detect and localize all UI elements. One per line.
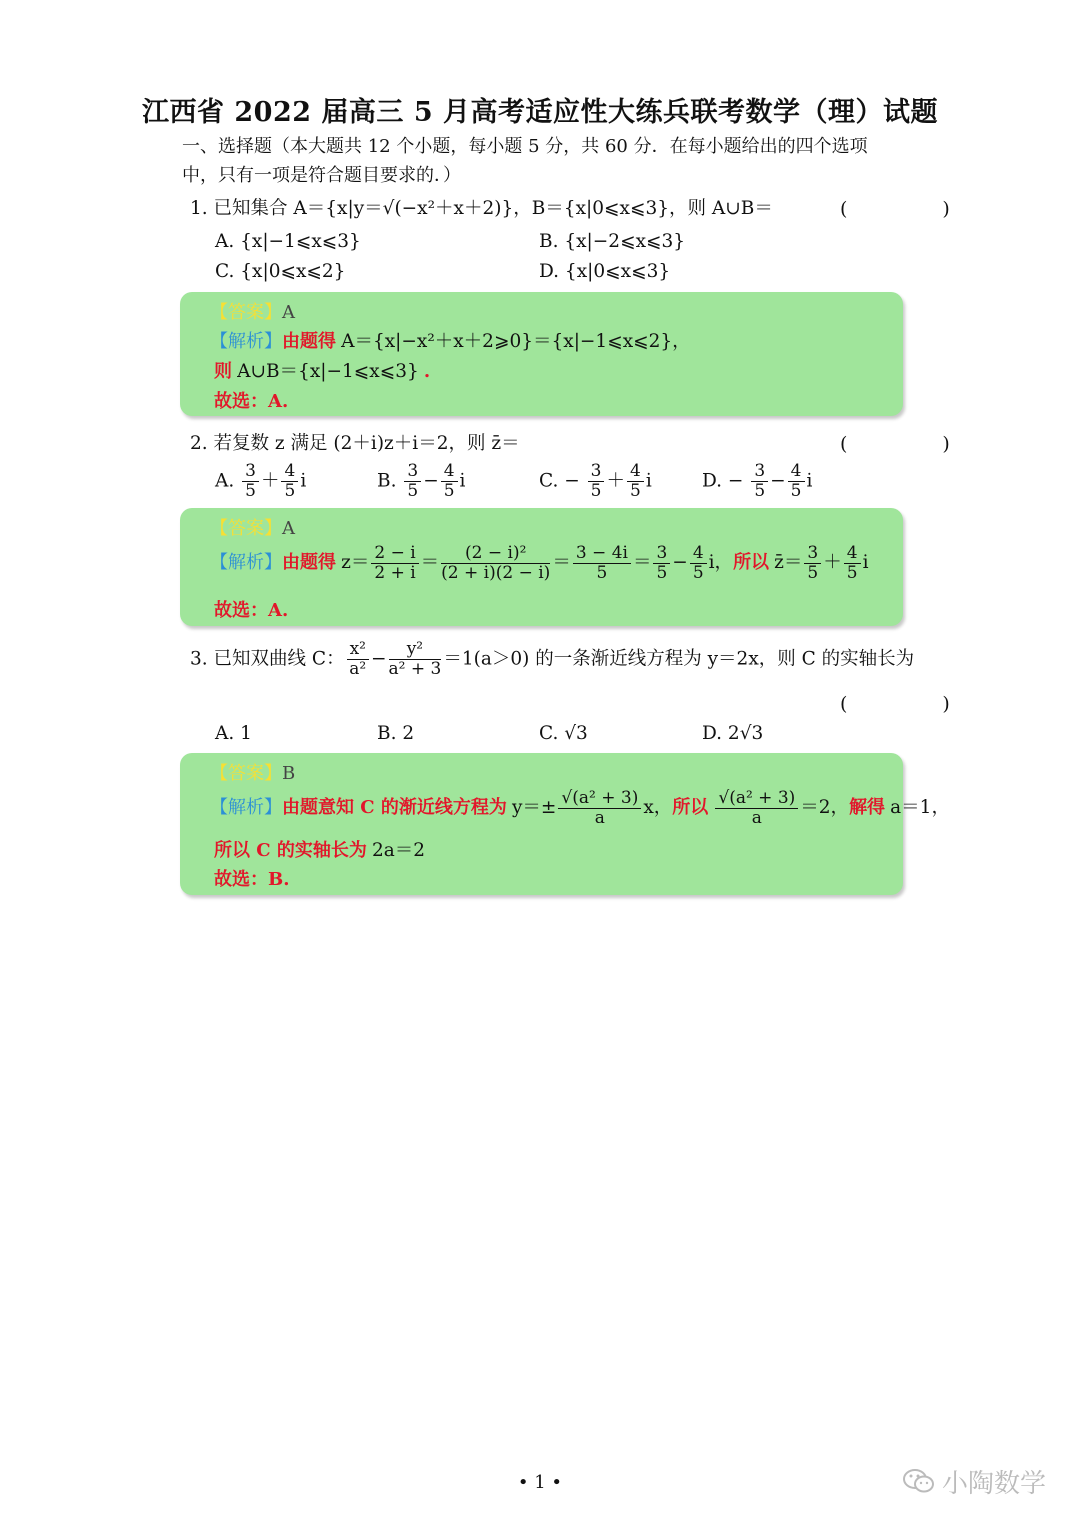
solution-math: a＝1， — [890, 797, 950, 818]
question-2-option-d — [702, 462, 812, 501]
question-2-option-c — [539, 462, 652, 501]
solution-so: 所以 — [672, 797, 709, 818]
question-3-option-a: A. 1 — [215, 723, 252, 744]
fraction — [588, 462, 605, 501]
fraction — [441, 462, 458, 501]
question-3-answer-blank: ( ) — [840, 693, 988, 715]
denominator: 5 — [692, 563, 704, 583]
analysis-tag: 【解析】 — [210, 331, 282, 352]
imag-unit: i — [806, 470, 813, 492]
fraction — [404, 462, 421, 501]
solution-lead: 由题意知 C 的渐近线方程为 — [282, 797, 507, 818]
answer-tag: 【答案】 — [210, 302, 282, 323]
question-1-solution-box — [180, 292, 903, 416]
stem-text: ＝1(a＞0) 的一条渐近线方程为 y＝2x，则 C 的实轴长为 — [443, 648, 915, 670]
page-number: • 1 • — [517, 1472, 563, 1493]
operator: − — [423, 470, 439, 492]
numerator: 4 — [441, 462, 458, 482]
numerator: 4 — [788, 462, 805, 482]
question-2-answer-blank: ( ) — [840, 433, 988, 455]
denominator: a² + 3 — [388, 659, 442, 679]
numerator: 4 — [281, 462, 298, 482]
fraction — [788, 462, 805, 501]
answer-tag: 【答案】 — [210, 763, 282, 784]
solution-var: z̄＝ — [774, 552, 803, 573]
solution-math: 2a＝2 — [371, 840, 426, 861]
question-2-answer: A — [282, 518, 295, 539]
fraction — [804, 544, 821, 583]
numerator: 3 — [804, 544, 821, 564]
numerator: 3 — [588, 462, 605, 482]
question-1-option-d: D. {x|0⩽x⩽3} — [539, 261, 671, 282]
operator: − — [672, 552, 688, 573]
operator: ＋ — [606, 470, 625, 492]
imag-unit: i — [862, 552, 869, 573]
numerator: (2 − i)² — [441, 544, 550, 564]
numerator: 3 — [751, 462, 768, 482]
denominator: a² — [349, 659, 367, 679]
denominator: 2 + i — [374, 563, 416, 583]
option-letter: C. − — [539, 470, 580, 492]
denominator: 5 — [590, 481, 602, 501]
solution-lead: 所以 C 的实轴长为 — [214, 840, 367, 861]
imag-unit: i — [459, 470, 466, 492]
watermark-text: 小陶数学 — [942, 1469, 1047, 1499]
denominator: 5 — [596, 563, 608, 583]
numerator: 3 − 4i — [573, 544, 631, 564]
denominator: (2 + i)(2 − i) — [441, 563, 551, 583]
denominator: 5 — [630, 481, 641, 501]
denominator: 5 — [754, 481, 766, 501]
solution-dot: . — [423, 361, 431, 382]
question-3-solution-box — [180, 753, 950, 895]
fraction — [690, 544, 707, 583]
solution-lead: 由题得 — [282, 331, 336, 352]
numerator: √(a² + 3) — [715, 789, 798, 809]
option-letter: A. — [215, 470, 235, 492]
question-2-conclusion: 故选：A. — [214, 600, 289, 621]
question-3-option-d: D. 2√3 — [702, 723, 764, 744]
question-2-option-a — [215, 462, 306, 501]
question-2-option-b — [377, 462, 465, 501]
fraction — [573, 544, 631, 583]
denominator: 5 — [284, 481, 296, 501]
solution-so: 所以 — [733, 552, 770, 573]
numerator: 4 — [844, 544, 861, 564]
option-letter: D. − — [702, 470, 744, 492]
denominator: a — [751, 808, 762, 828]
question-1-conclusion: 故选：A. — [214, 391, 289, 412]
solution-var: x， — [643, 797, 673, 818]
answer-tag: 【答案】 — [210, 518, 282, 539]
solution-lead: 由题得 — [282, 552, 336, 573]
wechat-icon — [902, 1467, 936, 1502]
analysis-tag: 【解析】 — [210, 797, 282, 818]
question-1-option-c: C. {x|0⩽x⩽2} — [215, 261, 346, 282]
solution-math: A＝{x|−x²＋x＋2⩾0}＝{x|−1⩽x⩽2}， — [341, 331, 691, 352]
denominator: 5 — [245, 481, 256, 501]
question-3-option-c: C. √3 — [539, 723, 588, 744]
fraction — [441, 544, 550, 583]
question-1-stem: 1. 已知集合 A＝{x|y＝√(−x²＋x＋2)}，B＝{x|0⩽x⩽3}，则 A∪B＝ — [190, 198, 773, 219]
equals: ＝2， — [800, 797, 850, 818]
analysis-tag: 【解析】 — [210, 552, 282, 573]
question-2-solution-box — [180, 508, 903, 626]
fraction — [844, 544, 861, 583]
imag-unit: i — [300, 470, 307, 492]
fraction — [281, 462, 298, 501]
fraction — [242, 462, 259, 501]
equals: ＝ — [632, 552, 652, 573]
numerator: 4 — [690, 544, 707, 564]
imag-unit: i， — [708, 552, 734, 573]
watermark — [902, 1463, 1046, 1502]
denominator: 5 — [807, 563, 819, 583]
fraction — [653, 544, 670, 583]
numerator: 3 — [242, 462, 259, 482]
solution-then: 则 — [214, 361, 232, 382]
question-2-stem: 2. 若复数 z 满足 (2＋i)z＋i＝2，则 z̄＝ — [190, 433, 520, 454]
denominator: 5 — [790, 481, 802, 501]
denominator: a — [594, 808, 605, 828]
fraction — [558, 789, 641, 828]
question-1-answer: A — [282, 302, 295, 323]
numerator: 4 — [627, 462, 644, 482]
numerator: √(a² + 3) — [558, 789, 641, 809]
denominator: 5 — [407, 481, 419, 501]
fraction — [715, 789, 798, 828]
operator: ＋ — [260, 470, 280, 492]
stem-text: 3. 已知双曲线 C： — [190, 648, 345, 670]
solution-math: A∪B＝{x|−1⩽x⩽3} — [237, 361, 419, 382]
solution-var: y＝± — [511, 797, 557, 818]
numerator: x² — [347, 640, 369, 660]
denominator: 5 — [656, 563, 668, 583]
question-1-answer-blank: ( ) — [840, 198, 988, 220]
imag-unit: i — [645, 470, 652, 492]
page-title: 江西省 2022 届高三 5 月高考适应性大练兵联考数学（理）试题 — [141, 97, 939, 128]
fraction — [347, 640, 369, 679]
numerator: 3 — [653, 544, 670, 564]
numerator: 3 — [404, 462, 421, 482]
fraction — [389, 640, 442, 679]
section-intro: 一、选择题（本大题共 12 个小题，每小题 5 分，共 60 分．在每小题给出的四个选项中，只有一项是符合题目要求的．） — [182, 136, 868, 186]
question-3-answer: B — [282, 763, 296, 784]
question-3-conclusion: 故选：B. — [214, 869, 290, 890]
operator: ＋ — [823, 552, 842, 573]
operator: − — [370, 648, 387, 670]
denominator: 5 — [443, 481, 455, 501]
equals: ＝ — [420, 552, 440, 573]
denominator: 5 — [846, 563, 858, 583]
question-3-option-b: B. 2 — [377, 723, 415, 744]
equals: ＝ — [552, 552, 571, 573]
solution-var: z＝ — [341, 552, 370, 573]
numerator: 2 − i — [371, 544, 418, 564]
question-3-stem — [190, 640, 914, 679]
question-1-option-a: A. {x|−1⩽x⩽3} — [215, 231, 361, 252]
option-letter: B. — [377, 470, 397, 492]
fraction — [627, 462, 644, 501]
solution-solve: 解得 — [849, 797, 886, 818]
fraction — [371, 544, 418, 583]
fraction — [751, 462, 768, 501]
operator: − — [770, 470, 786, 492]
numerator: y² — [389, 640, 442, 660]
question-1-option-b: B. {x|−2⩽x⩽3} — [539, 231, 686, 252]
